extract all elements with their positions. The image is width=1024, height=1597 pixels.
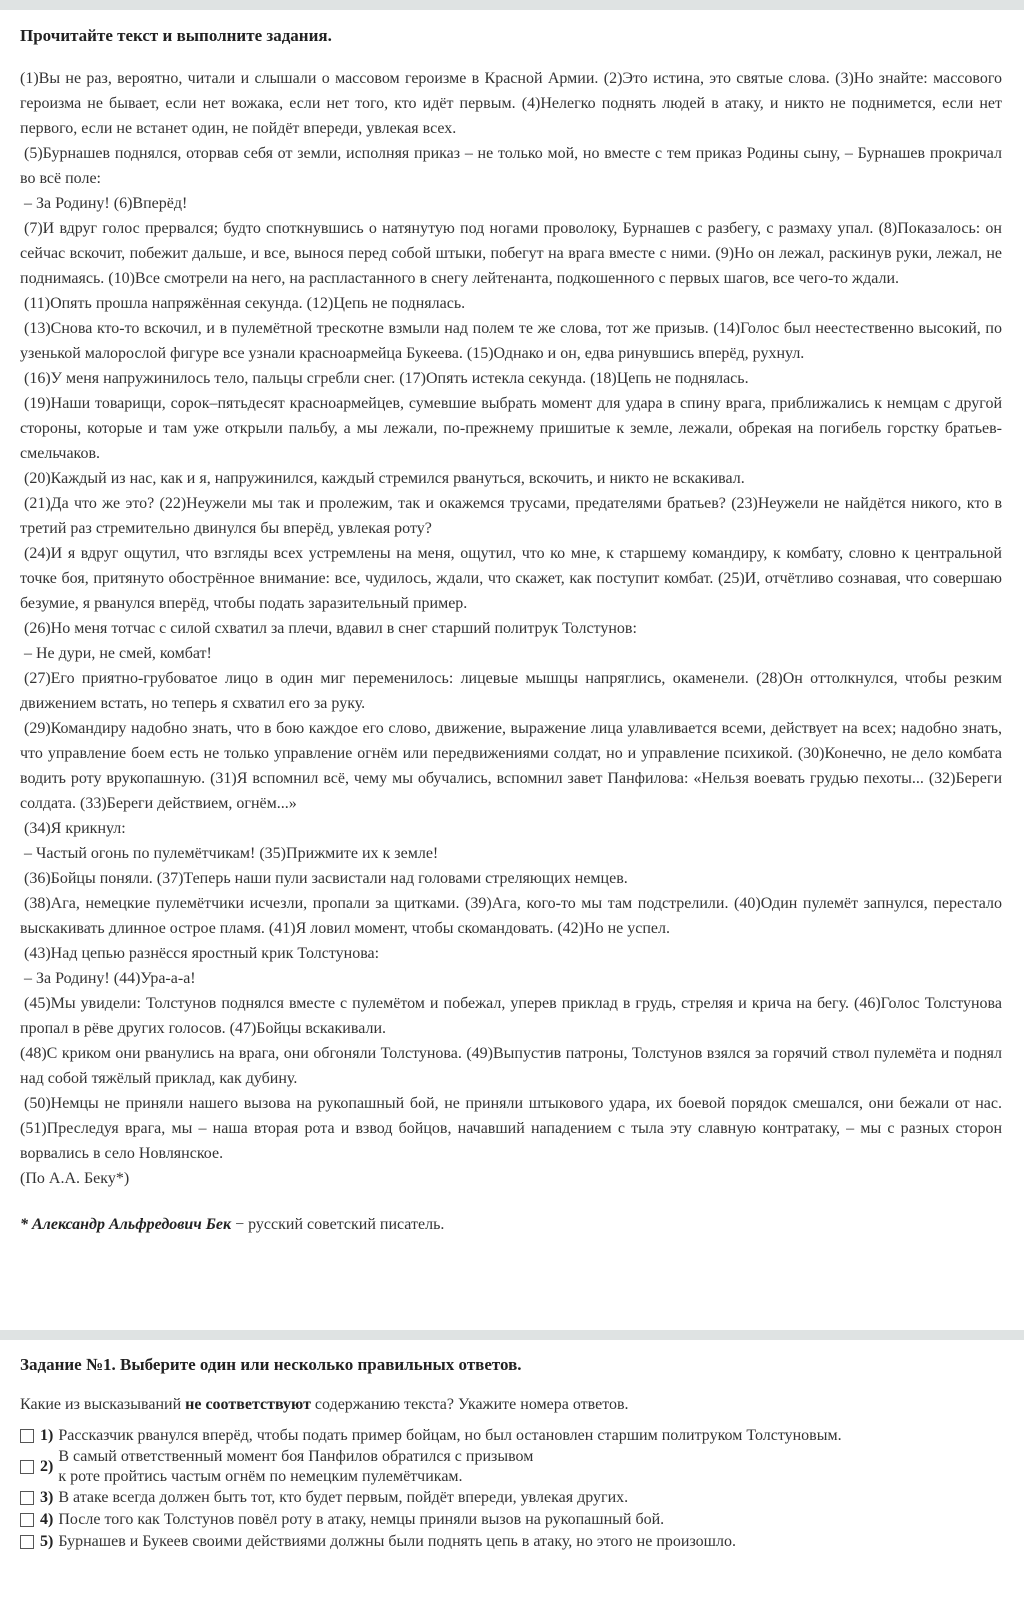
option-text: После того как Толстунов повёл роту в атаку, немцы приняли вызов на рукопашный бой. <box>58 1511 665 1528</box>
question-emphasis: не соответствуют <box>185 1396 311 1413</box>
footnote-author: * Александр Альфредович Бек <box>20 1216 232 1233</box>
paragraph: – Частый огонь по пулемётчикам! (35)Прижмите их к земле! <box>24 845 439 862</box>
paragraph: (29)Командиру надобно знать, что в бою каждое его слово, движение, выражение лица улавливается всеми, действует на всех; надобно знать, что управление боем есть не только управление огнём или передвижениями солдат, но и управление психикой. (30)Конечно, не дело комбата водить роту врукопашную. (31)Я вспомнил всё, чему мы обучались, вспомнил завет Панфилова: «Нельзя воевать грудью пехоты... (32)Береги солдата. (33)Береги действием, огнём...» <box>20 720 1002 812</box>
task-title: Задание №1. Выберите один или несколько правильных ответов. <box>20 1355 522 1374</box>
question-text: Какие из высказываний <box>20 1396 186 1413</box>
paragraph: (43)Над цепью разнёсся яростный крик Толстунова: <box>24 945 380 962</box>
footnote <box>20 1212 1002 1237</box>
option-text-line-2: к роте пройтись частым огнём по немецким пулемётчикам. <box>58 1468 463 1485</box>
option-text <box>58 1447 533 1487</box>
paragraph: (21)Да что же это? (22)Неужели мы так и пролежим, так и окажемся трусами, предателями братьев? (23)Неужели не найдётся никого, кто в третий раз стремительно двинулся бы вперёд, увлекая роту? <box>20 495 1002 537</box>
task-question <box>20 1393 1002 1417</box>
answer-options <box>20 1425 1002 1553</box>
answer-option-1[interactable] <box>20 1425 1002 1447</box>
checkbox[interactable] <box>20 1491 34 1505</box>
option-text: Бурнашев и Букеев своими действиями должны были поднять цепь в атаку, но этого не произошло. <box>58 1533 736 1550</box>
reading-passage <box>20 24 1002 1237</box>
checkbox[interactable] <box>20 1535 34 1549</box>
answer-option-4[interactable] <box>20 1509 1002 1531</box>
paragraph: (19)Наши товарищи, сорок–пятьдесят красноармейцев, сумевшие выбрать момент для удара в спину врага, приближались к немцам с другой стороны, которые и там уже открыли пальбу, а мы лежали, по-прежнему пришитые к земле, лежали, обрекая на погибель горстку братьев-смельчаков. <box>20 395 1002 462</box>
option-number: 5) <box>40 1533 54 1550</box>
paragraph: – Не дури, не смей, комбат! <box>24 645 212 662</box>
paragraph: (27)Его приятно-грубоватое лицо в один миг переменилось: лицевые мышцы напряглись, окаменели. (28)Он оттолкнулся, чтобы резким движением встать, но теперь я схватил его за руку. <box>20 670 1002 712</box>
answer-option-3[interactable] <box>20 1487 1002 1509</box>
option-number: 4) <box>40 1511 54 1528</box>
paragraph: (24)И я вдруг ощутил, что взгляды всех устремлены на меня, ощутил, что ко мне, к старшему командиру, к комбату, словно к центральной точке боя, притянуто обострённое внимание: все, чудилось, ждали, что скажет, как поступит комбат. (25)И, отчётливо сознавая, что совершаю безумие, я рванулся вперёд, чтобы подать заразительный пример. <box>20 545 1002 612</box>
passage-title: Прочитайте текст и выполните задания. <box>20 26 332 45</box>
paragraph: (11)Опять прошла напряжённая секунда. (12)Цепь не поднялась. <box>24 295 466 312</box>
task-1 <box>20 1353 1002 1553</box>
paragraph: (5)Бурнашев поднялся, оторвав себя от земли, исполняя приказ – не только мой, но вместе с тем приказ Родины сыну, – Бурнашев прокричал во всё поле: <box>20 145 1002 187</box>
paragraph: (16)У меня напружинилось тело, пальцы сгребли снег. (17)Опять истекла секунда. (18)Цепь не поднялась. <box>24 370 749 387</box>
paragraph: (36)Бойцы поняли. (37)Теперь наши пули засвистали над головами стреляющих немцев. <box>24 870 628 887</box>
paragraph: – За Родину! (44)Ура-а-а! <box>24 970 196 987</box>
paragraph: (26)Но меня тотчас с силой схватил за плечи, вдавил в снег старший политрук Толстунов: <box>24 620 637 637</box>
paragraph: (20)Каждый из нас, как и я, напружинился, каждый стремился рвануться, вскочить, и никто не вскакивал. <box>24 470 745 487</box>
option-text-line-1: В самый ответственный момент боя Панфилов обратился с призывом <box>58 1448 534 1465</box>
paragraph: (48)С криком они рванулись на врага, они обгоняли Толстунова. (49)Выпустив патроны, Толстунов взялся за горячий ствол пулемёта и поднял над собой тяжёлый приклад, как дубину. <box>20 1045 1002 1087</box>
question-text-end: содержанию текста? Укажите номера ответов. <box>310 1396 629 1413</box>
checkbox[interactable] <box>20 1460 34 1474</box>
footnote-text: − русский советский писатель. <box>235 1216 445 1233</box>
option-number: 1) <box>40 1427 54 1444</box>
source-attribution: (По А.А. Беку*) <box>20 1170 130 1187</box>
paragraph: (34)Я крикнул: <box>24 820 126 837</box>
paragraph: (45)Мы увидели: Толстунов поднялся вместе с пулемётом и побежал, уперев приклад в грудь, стреляя и крича на бегу. (46)Голос Толстунова пропал в рёве других голосов. (47)Бойцы вскакивали. <box>20 995 1002 1037</box>
option-text: Рассказчик рванулся вперёд, чтобы подать пример бойцам, но был остановлен старшим политруком Толстуновым. <box>58 1427 842 1444</box>
paragraph: (50)Немцы не приняли нашего вызова на рукопашный бой, не приняли штыкового удара, их боевой порядок смешался, они бежали от нас. (51)Преследуя врага, мы – наша вторая рота и взвод бойцов, начавший нападением с тыла эту славную контратаку, – мы с разных сторон ворвались в село Новлянское. <box>20 1095 1002 1162</box>
option-number: 2) <box>40 1458 54 1475</box>
section-divider <box>0 1330 1024 1340</box>
option-number: 3) <box>40 1489 54 1506</box>
paragraph: (1)Вы не раз, вероятно, читали и слышали о массовом героизме в Красной Армии. (2)Это истина, это святые слова. (3)Но знайте: массового героизма не бывает, если нет вожака, если нет того, кто идёт первым. (4)Нелегко поднять людей в атаку, и никто не поднимется, если нет первого, если не встанет один, не пойдёт впереди, увлекая всех. <box>20 70 1002 137</box>
checkbox[interactable] <box>20 1429 34 1443</box>
paragraph: (38)Ага, немецкие пулемётчики исчезли, пропали за щитками. (39)Ага, кого-то мы там подстрелили. (40)Один пулемёт запнулся, перестало выскакивать длинное острое пламя. (41)Я ловил момент, чтобы скомандовать. (42)Но не успел. <box>20 895 1002 937</box>
paragraph: (7)И вдруг голос прервался; будто споткнувшись о натянутую под ногами проволоку, Бурнашев с разбегу, с размаху упал. (8)Показалось: он сейчас вскочит, побежит дальше, и все, вынося перед собой штыки, побегут на врага вместе с ними. (9)Но он лежал, раскинув руки, лежал, не поднимаясь. (10)Все смотрели на него, на распластанного в снегу лейтенанта, подкошенного с первых шагов, все чего-то ждали. <box>20 220 1002 287</box>
option-text: В атаке всегда должен быть тот, кто будет первым, пойдёт впереди, увлекая других. <box>58 1489 629 1506</box>
answer-option-5[interactable] <box>20 1531 1002 1553</box>
top-divider-bar <box>0 0 1024 10</box>
paragraph: – За Родину! (6)Вперёд! <box>24 195 188 212</box>
answer-option-2[interactable] <box>20 1447 1002 1487</box>
paragraph: (13)Снова кто-то вскочил, и в пулемётной трескотне взмыли над полем те же слова, тот же призыв. (14)Голос был неестественно высокий, по узенькой малорослой фигуре все узнали красноармейца Букеева. (15)Однако и он, едва ринувшись вперёд, рухнул. <box>20 320 1002 362</box>
checkbox[interactable] <box>20 1513 34 1527</box>
